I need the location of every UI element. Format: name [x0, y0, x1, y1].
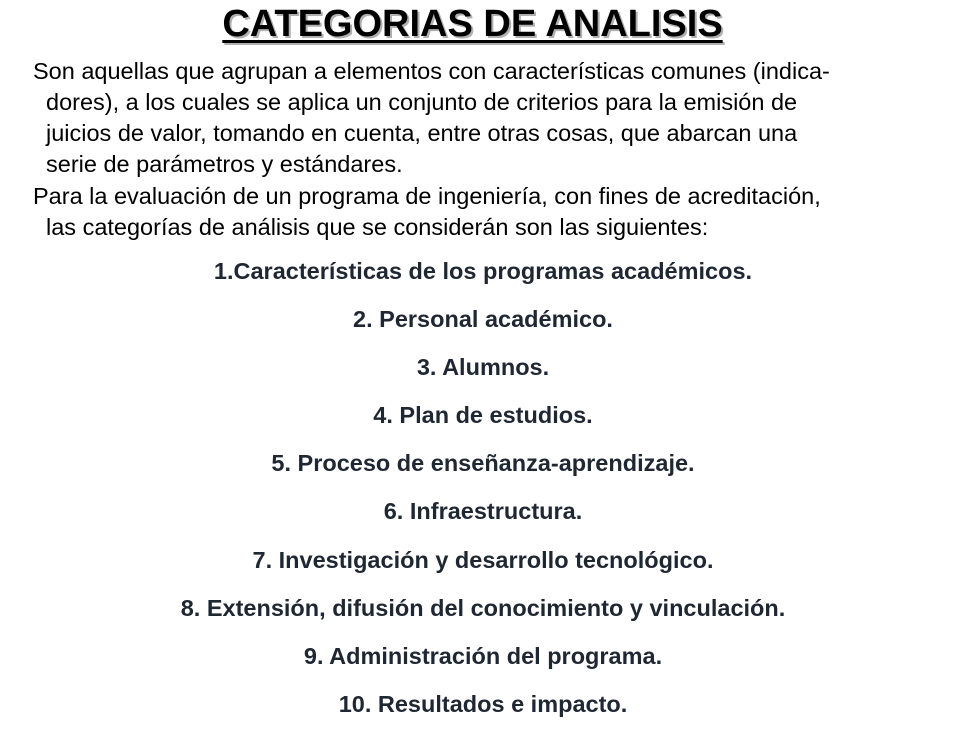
category-item: 2. Personal académico.: [353, 306, 613, 333]
category-item: 5. Proceso de enseñanza-aprendizaje.: [271, 450, 695, 477]
paragraph-line: dores), a los cuales se aplica un conjunto de criterios para la emisión de: [46, 89, 798, 115]
category-item: 3. Alumnos.: [416, 354, 550, 381]
evaluation-paragraph: [33, 181, 953, 243]
category-item: 1.Características de los programas académicos.: [213, 258, 753, 284]
category-item: 8. Extensión, difusión del conocimiento y vinculación.: [180, 594, 786, 621]
paragraph-line: las categorías de análisis que se considerán son las siguientes:: [46, 214, 709, 240]
categories-list: [0, 252, 960, 733]
page-title: [0, 2, 945, 46]
page-title-text: CATEGORIAS DE ANALISIS: [222, 3, 723, 45]
definition-paragraph: [33, 56, 953, 180]
category-item: 7. Investigación y desarrollo tecnológico.: [252, 546, 714, 573]
category-item: 4. Plan de estudios.: [373, 402, 593, 429]
paragraph-line: Para la evaluación de un programa de ingeniería, con fines de acreditación,: [33, 183, 821, 209]
category-item: 10. Resultados e impacto.: [338, 690, 628, 717]
category-item: 9. Administración del programa.: [303, 642, 663, 669]
category-item: 6. Infraestructura.: [383, 498, 583, 525]
paragraph-line: serie de parámetros y estándares.: [46, 151, 403, 177]
paragraph-line: Son aquellas que agrupan a elementos con características comunes (indica-: [33, 58, 830, 84]
paragraph-line: juicios de valor, tomando en cuenta, entre otras cosas, que abarcan una: [46, 120, 798, 146]
